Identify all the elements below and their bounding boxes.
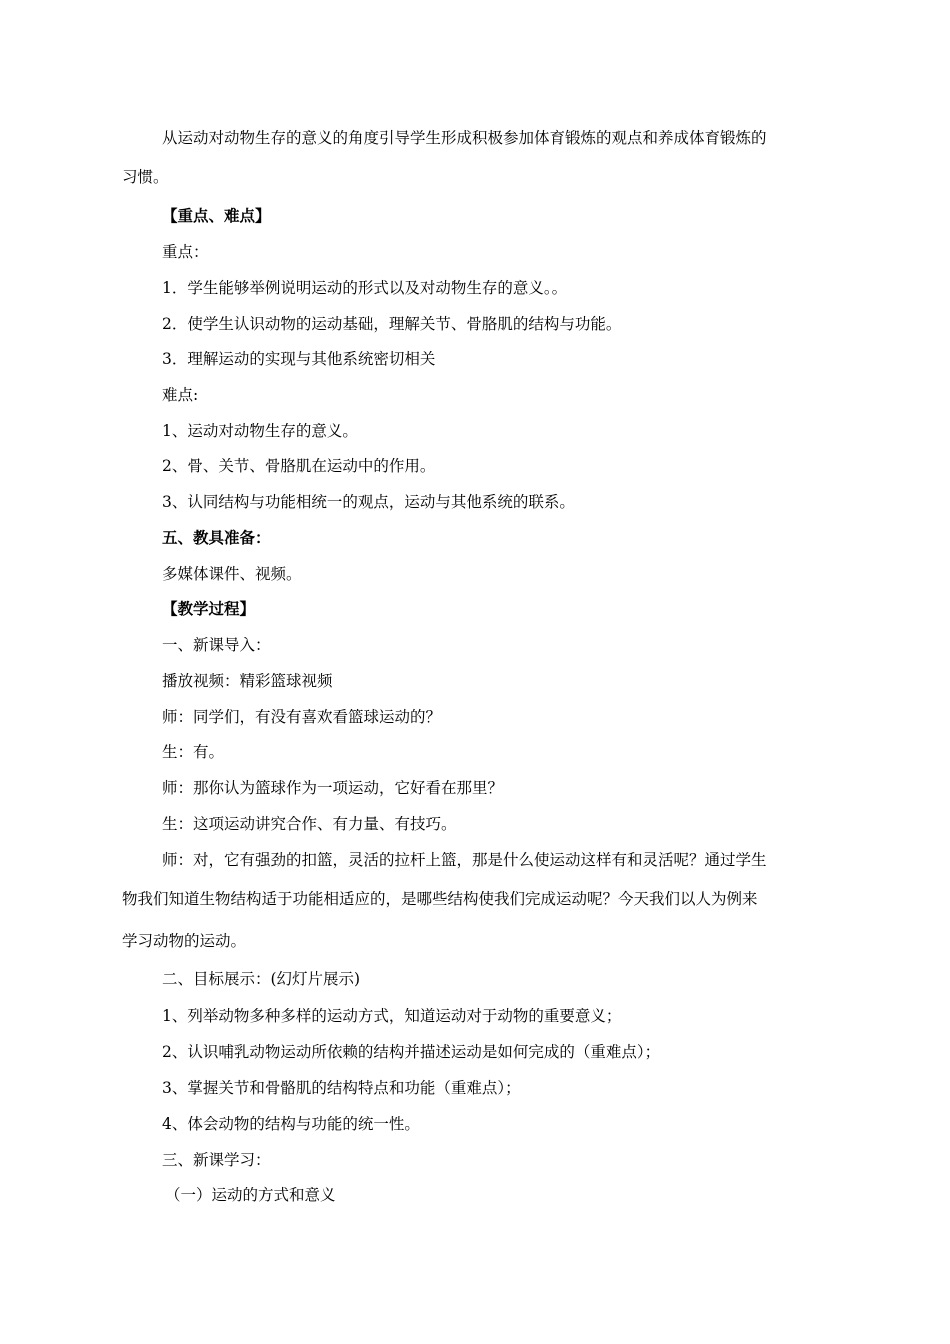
- intro-video: 播放视频：精彩篮球视频: [162, 672, 333, 690]
- section-intro: 一、新课导入：: [162, 636, 271, 654]
- difficult-point-3: 3、认同结构与功能相统一的观点，运动与其他系统的联系。: [162, 493, 575, 511]
- objective-4: 4、体会动物的结构与功能的统一性。: [162, 1115, 420, 1133]
- dialogue-teacher-2: 师：那你认为篮球作为一项运动，它好看在那里？: [162, 779, 504, 797]
- key-point-1: 1．学生能够举例说明运动的形式以及对动物生存的意义。。: [162, 279, 568, 297]
- dialogue-student-2: 生：这项运动讲究合作、有力量、有技巧。: [162, 815, 457, 833]
- heading-key-points: 【重点、难点】: [162, 206, 271, 225]
- heading-teaching-aids: 五、教具准备：: [162, 528, 271, 547]
- difficult-point-1: 1、运动对动物生存的意义。: [162, 422, 358, 440]
- subsection-movement-modes: （一）运动的方式和意义: [165, 1186, 336, 1204]
- heading-teaching-process: 【教学过程】: [162, 599, 256, 618]
- paragraph-goal-line1: 从运动对动物生存的意义的角度引导学生形成积极参加体育锻炼的观点和养成体育锻炼的: [162, 129, 767, 147]
- key-point-2: 2．使学生认识动物的运动基础，理解关节、骨胳肌的结构与功能。: [162, 315, 622, 333]
- section-new-lesson: 三、新课学习：: [162, 1151, 271, 1169]
- section-objectives: 二、目标展示：(幻灯片展示): [162, 970, 361, 988]
- paragraph-goal-line2: 习惯。: [122, 168, 169, 186]
- label-key-points: 重点：: [162, 243, 209, 261]
- teaching-aids-text: 多媒体课件、视频。: [162, 565, 302, 583]
- difficult-point-2: 2、骨、关节、骨胳肌在运动中的作用。: [162, 457, 436, 475]
- key-point-3: 3．理解运动的实现与其他系统密切相关: [162, 350, 436, 368]
- objective-3: 3、掌握关节和骨骼肌的结构特点和功能（重难点）；: [162, 1079, 521, 1097]
- dialogue-teacher-3-line3: 学习动物的运动。: [122, 932, 247, 950]
- dialogue-teacher-1: 师：同学们，有没有喜欢看篮球运动的？: [162, 708, 442, 726]
- dialogue-student-1: 生：有。: [162, 743, 225, 761]
- dialogue-teacher-3-line1: 师：对，它有强劲的扣篮，灵活的拉杆上篮，那是什么使运动这样有和灵活呢？通过学生: [162, 851, 767, 869]
- dialogue-teacher-3-line2: 物我们知道生物结构适于功能相适应的，是哪些结构使我们完成运动呢？今天我们以人为例来: [122, 890, 758, 908]
- objective-1: 1、列举动物多种多样的运动方式，知道运动对于动物的重要意义；: [162, 1007, 622, 1025]
- label-difficult-points: 难点:: [162, 386, 199, 404]
- objective-2: 2、认识哺乳动物运动所依赖的结构并描述运动是如何完成的（重难点）；: [162, 1043, 661, 1061]
